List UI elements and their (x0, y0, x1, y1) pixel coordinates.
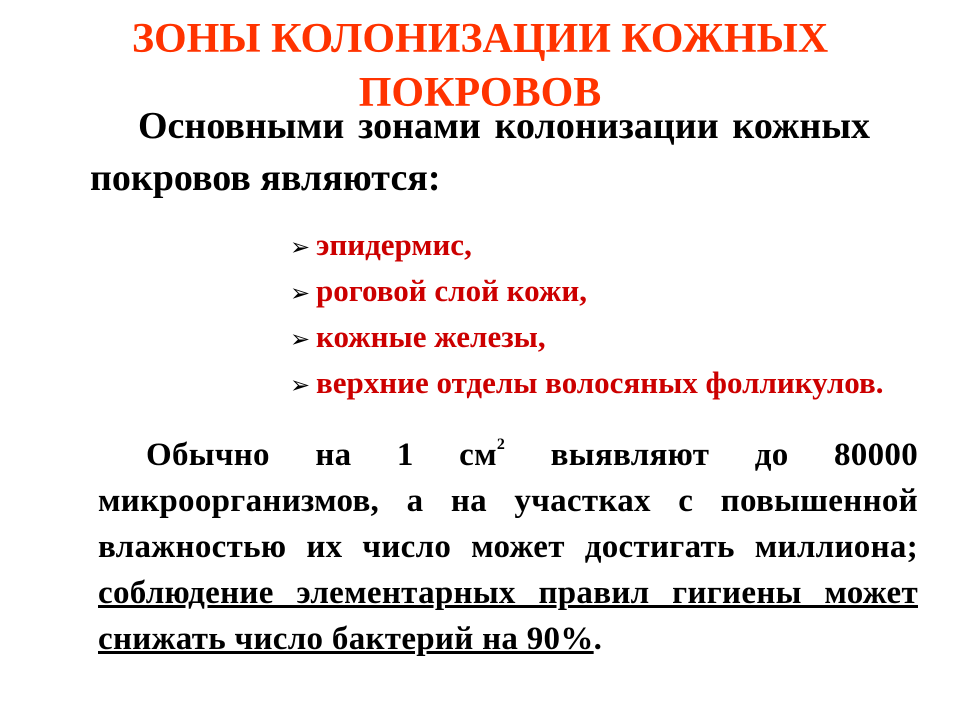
list-item-text: эпидермис, (316, 227, 472, 262)
list-item (290, 314, 960, 360)
hygiene-statement: соблюдение элементарных правил гигиены может снижать число бактерий на 90% (98, 575, 918, 657)
colonization-zones-list (290, 222, 960, 406)
arrow-bullet-icon: ➢ (290, 279, 311, 307)
list-item (290, 268, 960, 314)
arrow-bullet-icon: ➢ (290, 371, 311, 399)
list-item-text: кожные железы, (316, 319, 546, 354)
list-item-text: верхние отделы волосяных фолликулов. (316, 365, 884, 400)
list-item-text: роговой слой кожи, (316, 273, 587, 308)
body-text-part1: Обычно на 1 см (146, 437, 497, 473)
arrow-bullet-icon: ➢ (290, 325, 311, 353)
superscript-exponent: 2 (496, 436, 506, 453)
body-text-end: . (593, 621, 603, 657)
intro-text: Основными зонами колонизации кожных покровов являются: (90, 105, 870, 199)
list-item (290, 222, 960, 268)
slide-title: ЗОНЫ КОЛОНИЗАЦИИ КОЖНЫХ ПОКРОВОВ (131, 16, 829, 116)
body-paragraph (98, 432, 918, 662)
list-item (290, 360, 960, 406)
body-text-part2: выявляют до 80000 микроорганизмов, а на участках с повышенной влажностью их число может достигать миллиона; (98, 437, 918, 565)
arrow-bullet-icon: ➢ (290, 233, 311, 261)
